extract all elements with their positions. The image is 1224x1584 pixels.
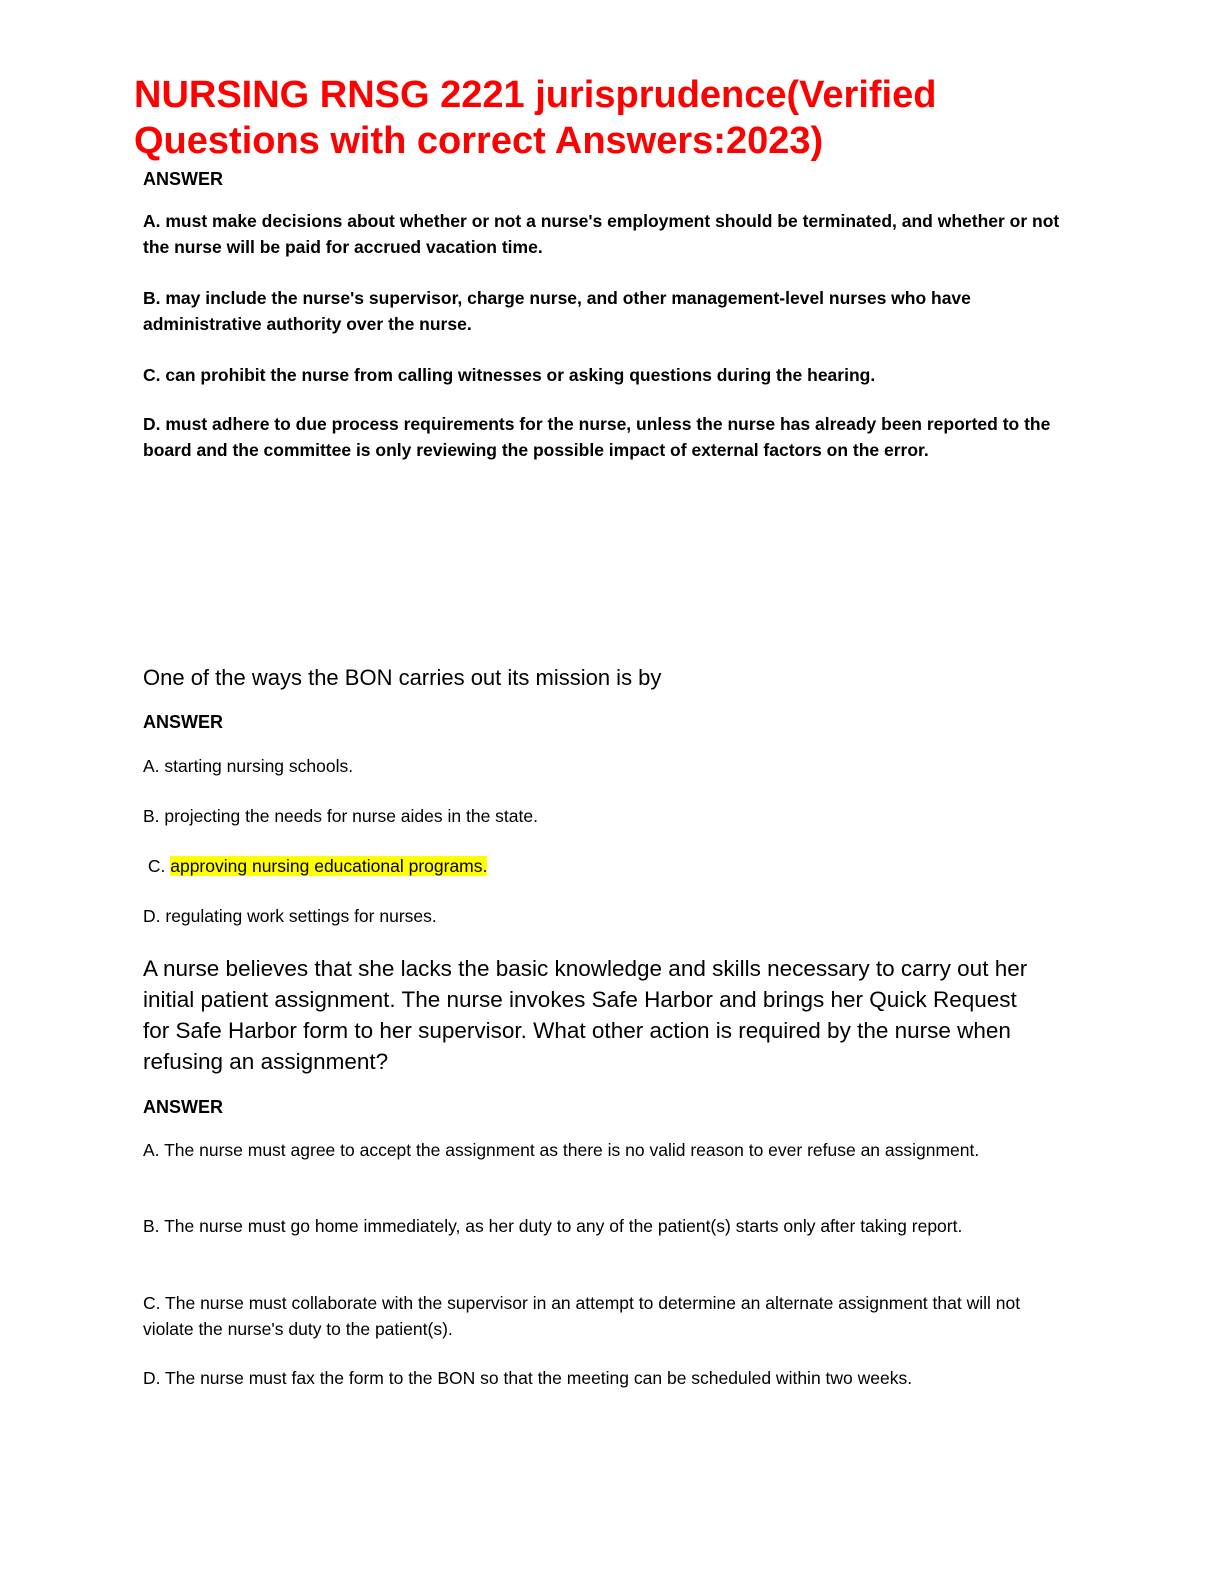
- option-text: A. must make decisions about whether or not a nurse's employment should be terminated, and whether or not the nurse will be paid for accrued vacation time.: [143, 211, 1060, 257]
- document-title: NURSING RNSG 2221 jurisprudence(Verified Questions with correct Answers:2023): [134, 74, 937, 162]
- question-text: A nurse believes that she lacks the basic knowledge and skills necessary to carry out her initial patient assignment. The nurse invokes Safe Harbor and brings her Quick Request for Safe Harbor form to her supervisor. What other action is required by the nurse when refusing an assignment?: [143, 956, 1028, 1074]
- question-2-option-b: [143, 803, 1063, 829]
- question-3-option-a: [143, 1137, 1003, 1163]
- question-3-answer-block: [143, 1096, 1063, 1118]
- option-text: B. The nurse must go home immediately, as her duty to any of the patient(s) starts only after taking report.: [143, 1216, 963, 1236]
- answer-label: ANSWER: [143, 1097, 223, 1117]
- question-3-text-block: [143, 953, 1043, 1077]
- question-2-option-d: [143, 903, 1063, 929]
- question-1-option-d: [143, 411, 1063, 463]
- question-3-option-d: [143, 1365, 1063, 1391]
- question-3-option-b: [143, 1213, 1023, 1239]
- question-1-option-b: [143, 285, 1063, 337]
- question-2-option-a: [143, 753, 1063, 779]
- option-text: A. starting nursing schools.: [143, 756, 354, 776]
- option-prefix: C.: [143, 856, 171, 876]
- option-text: C. The nurse must collaborate with the supervisor in an attempt to determine an alternate assignment that will not violate the nurse's duty to the patient(s).: [143, 1293, 1021, 1339]
- question-2-text-block: [143, 664, 1063, 692]
- answer-label: ANSWER: [143, 169, 223, 189]
- option-text: B. projecting the needs for nurse aides in the state.: [143, 806, 538, 826]
- option-text: [143, 853, 1063, 879]
- option-text: D. The nurse must fax the form to the BON so that the meeting can be scheduled within two weeks.: [143, 1368, 913, 1388]
- answer-label: ANSWER: [143, 712, 223, 732]
- question-1-block: [143, 168, 1063, 190]
- question-1-option-c: [143, 362, 1063, 388]
- option-text: C. can prohibit the nurse from calling witnesses or asking questions during the hearing.: [143, 365, 876, 385]
- question-text: One of the ways the BON carries out its mission is by: [143, 665, 662, 690]
- question-1-option-a: [143, 208, 1063, 260]
- question-2-answer-block: [143, 711, 1063, 733]
- option-text: D. must adhere to due process requirements for the nurse, unless the nurse has already been reported to the board and the committee is only reviewing the possible impact of external factors on the error.: [143, 414, 1051, 460]
- question-2-option-c: [143, 853, 1063, 879]
- option-text: B. may include the nurse's supervisor, charge nurse, and other management-level nurses who have administrative authority over the nurse.: [143, 288, 971, 334]
- option-text: A. The nurse must agree to accept the assignment as there is no valid reason to ever refuse an assignment.: [143, 1140, 980, 1160]
- question-3-option-c: [143, 1290, 1043, 1342]
- highlighted-correct-answer: approving nursing educational programs.: [170, 856, 488, 876]
- option-text: D. regulating work settings for nurses.: [143, 906, 437, 926]
